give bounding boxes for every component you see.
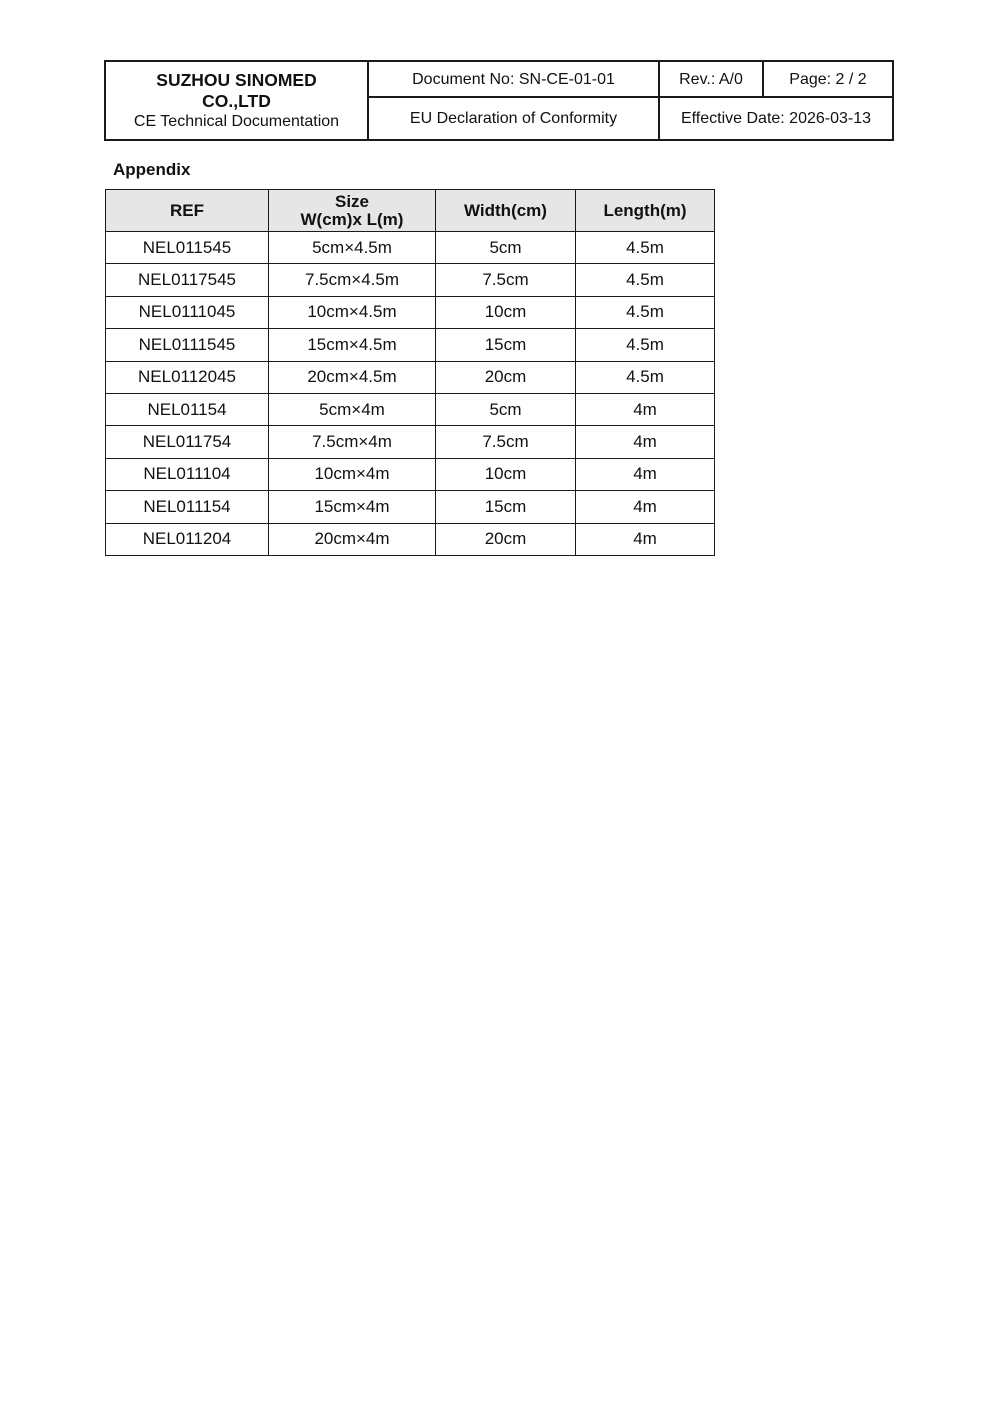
cell-width: 20cm <box>436 361 576 393</box>
cell-length: 4.5m <box>576 232 715 264</box>
cell-width: 7.5cm <box>436 426 576 458</box>
cell-ref: NEL01154 <box>106 393 269 425</box>
table-row <box>106 232 715 264</box>
cell-width: 10cm <box>436 458 576 490</box>
cell-ref: NEL0117545 <box>106 264 269 296</box>
cell-ref: NEL011754 <box>106 426 269 458</box>
cell-ref: NEL011545 <box>106 232 269 264</box>
cell-size: 20cm×4m <box>269 523 436 555</box>
cell-length: 4m <box>576 523 715 555</box>
cell-ref: NEL011204 <box>106 523 269 555</box>
table-row <box>106 329 715 361</box>
cell-length: 4.5m <box>576 264 715 296</box>
table-row <box>106 264 715 296</box>
column-header-width: Width(cm) <box>436 190 576 232</box>
page-number: Page: 2 / 2 <box>763 61 893 97</box>
cell-size: 7.5cm×4m <box>269 426 436 458</box>
column-header-ref: REF <box>106 190 269 232</box>
cell-size: 10cm×4m <box>269 458 436 490</box>
company-name-line2: CO.,LTD <box>202 90 271 111</box>
table-row <box>106 458 715 490</box>
cell-length: 4m <box>576 491 715 523</box>
table-row <box>106 296 715 328</box>
cell-ref: NEL0111045 <box>106 296 269 328</box>
cell-length: 4m <box>576 393 715 425</box>
cell-length: 4m <box>576 458 715 490</box>
table-header-row <box>106 190 715 232</box>
table-row <box>106 426 715 458</box>
company-block <box>105 61 368 140</box>
cell-width: 5cm <box>436 232 576 264</box>
column-header-size-line2: W(cm)x L(m) <box>300 209 404 229</box>
cell-size: 15cm×4.5m <box>269 329 436 361</box>
column-header-size-line1: Size <box>334 191 370 211</box>
cell-ref: NEL011104 <box>106 458 269 490</box>
cell-ref: NEL011154 <box>106 491 269 523</box>
cell-ref: NEL0112045 <box>106 361 269 393</box>
column-header-length: Length(m) <box>576 190 715 232</box>
company-name-line1: SUZHOU SINOMED <box>156 69 317 90</box>
cell-size: 5cm×4m <box>269 393 436 425</box>
document-title: EU Declaration of Conformity <box>368 97 659 140</box>
revision: Rev.: A/0 <box>659 61 763 97</box>
cell-width: 10cm <box>436 296 576 328</box>
cell-length: 4m <box>576 426 715 458</box>
cell-size: 7.5cm×4.5m <box>269 264 436 296</box>
cell-size: 10cm×4.5m <box>269 296 436 328</box>
document-header <box>104 60 894 141</box>
cell-size: 20cm×4.5m <box>269 361 436 393</box>
appendix-title: Appendix <box>113 160 191 179</box>
cell-length: 4.5m <box>576 296 715 328</box>
column-header-size <box>269 190 436 232</box>
cell-size: 15cm×4m <box>269 491 436 523</box>
table-row <box>106 393 715 425</box>
cell-width: 15cm <box>436 491 576 523</box>
appendix-table <box>105 189 715 556</box>
cell-length: 4.5m <box>576 361 715 393</box>
cell-ref: NEL0111545 <box>106 329 269 361</box>
cell-width: 7.5cm <box>436 264 576 296</box>
table-row <box>106 523 715 555</box>
cell-width: 20cm <box>436 523 576 555</box>
cell-size: 5cm×4.5m <box>269 232 436 264</box>
cell-length: 4.5m <box>576 329 715 361</box>
company-subtitle: CE Technical Documentation <box>133 112 340 130</box>
cell-width: 5cm <box>436 393 576 425</box>
cell-width: 15cm <box>436 329 576 361</box>
table-row <box>106 491 715 523</box>
table-row <box>106 361 715 393</box>
document-number: Document No: SN-CE-01-01 <box>368 61 659 97</box>
effective-date: Effective Date: 2026-03-13 <box>659 97 893 140</box>
